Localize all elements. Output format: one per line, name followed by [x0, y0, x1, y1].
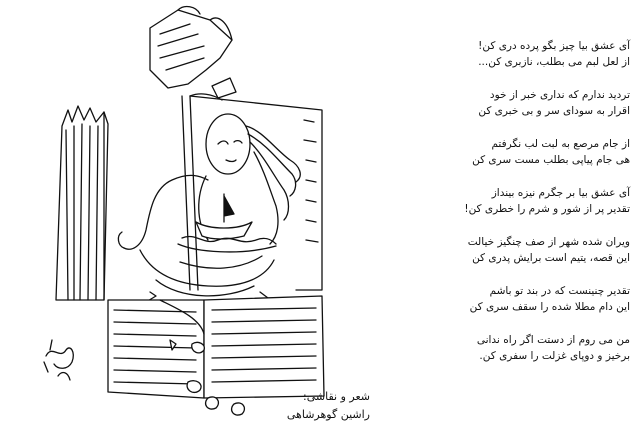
verse-line: تردید ندارم که نداری خبر از خود: [489, 89, 630, 101]
boat-with-sail: [178, 194, 276, 252]
verse-line: از لعل لبم می بطلب، نازبری کن...: [478, 56, 630, 68]
verse-line: اقرار به سودای سر و بی خبری کن: [478, 105, 630, 117]
verse-line: ویران شده شهر از صف چنگیز خیالت: [467, 236, 630, 248]
verse-line: برخیز و دوپای غزلت را سفری کن.: [479, 350, 630, 362]
frame: [182, 94, 322, 290]
verse-line: تقدیر پر از شور و شرم را خطری کن!: [464, 203, 630, 215]
verse-line: آی عشق بیا بر جگرم نیزه بینداز: [491, 187, 630, 199]
stanza: [340, 332, 630, 364]
stanza: [340, 38, 630, 70]
verse-line: هی جام پیاپی بطلب مست سری کن: [472, 154, 630, 166]
stanza: [340, 185, 630, 217]
stanza: [340, 283, 630, 315]
verse-line: این قصه، یتیم است برایش پدری کن: [472, 252, 630, 264]
open-book: [108, 296, 324, 398]
verse-line: این دام مطلا شده را سقف سری کن: [469, 301, 630, 313]
author-credit: [250, 388, 370, 424]
credit-label: شعر و نقاشی:: [303, 390, 370, 403]
verse-line: از جام مرصع به لبت لب نگرفتم: [491, 138, 630, 150]
verse-line: من می روم از دستت اگر راه ندانی: [476, 334, 630, 346]
stanza: [340, 234, 630, 266]
artist-signature: [44, 340, 73, 380]
broken-log: [150, 7, 236, 98]
verse-line: تقدیر چنینست که در بند تو باشم: [489, 285, 630, 297]
woman-figure: [118, 114, 300, 304]
credit-author: راشین گوهرشاهی: [286, 408, 370, 421]
poem: [340, 38, 630, 381]
stanza: [340, 136, 630, 168]
stanza: [340, 87, 630, 119]
verse-line: آی عشق بیا چیز بگو پرده دری کن!: [478, 40, 630, 52]
tree-trunk: [56, 106, 108, 300]
